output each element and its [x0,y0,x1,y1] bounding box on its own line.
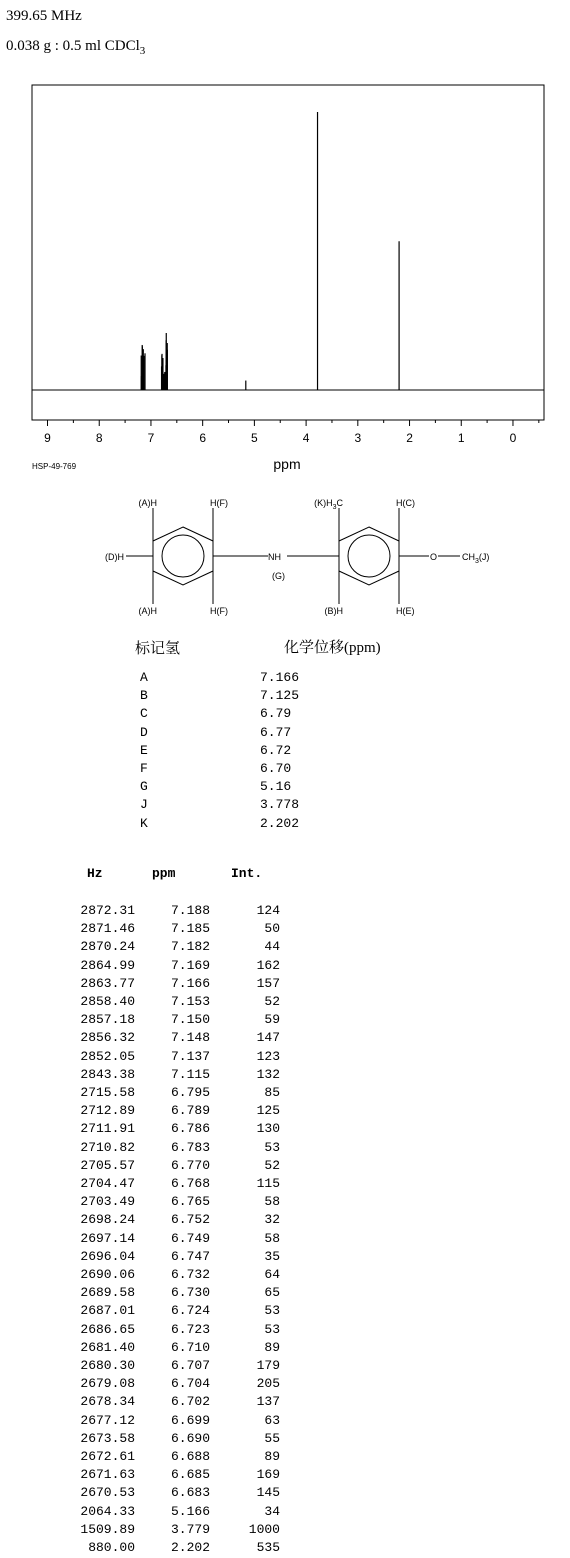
peak-row [60,1431,290,1449]
peak-hz: 2698.24 [80,1212,135,1228]
peak-ppm: 5.166 [170,1503,210,1519]
peak-ppm: 6.789 [170,1103,210,1119]
peak-int: 34 [264,1503,280,1519]
peak-int: 123 [256,1048,280,1064]
peak-int: 147 [256,1030,280,1046]
peak-ppm: 7.148 [170,1030,210,1046]
peak-int: 130 [256,1121,280,1137]
peak-row [60,1358,290,1376]
peak-int: 179 [256,1358,280,1373]
peak-int: 52 [264,1157,280,1173]
peak-row [60,1540,290,1558]
peak-int: 65 [264,1285,280,1301]
peak-row [60,1485,290,1503]
assignment-label: E [140,742,148,758]
peak-hz: 2670.53 [80,1485,135,1501]
peak-int: 64 [264,1267,280,1282]
peak-int: 535 [256,1540,280,1555]
peak-ppm: 6.783 [170,1139,210,1155]
x-tick-label: 8 [95,431,103,445]
peak-ppm: 6.732 [170,1267,210,1282]
assignment-label: A [140,670,148,685]
x-tick-label: 4 [302,431,310,445]
peak-hz: 2863.77 [80,975,135,991]
x-tick-label: 9 [44,431,51,445]
peak-row [60,1413,290,1431]
peak-hz: 2843.38 [80,1066,135,1082]
peak-hz: 2064.33 [80,1503,135,1519]
peak-row [60,994,290,1012]
peak-ppm: 6.683 [170,1485,210,1501]
peak-int: 132 [256,1066,280,1082]
peak-hz: 2856.32 [80,1030,135,1046]
peak-int: 59 [264,1012,280,1028]
peak-hz: 2870.24 [80,939,135,955]
peak-ppm: 6.699 [170,1412,210,1428]
peak-ppm: 6.702 [170,1394,210,1410]
assignment-row [140,761,400,779]
peak-hz: 2715.58 [80,1085,135,1100]
peak-row [60,1194,290,1212]
peak-ppm: 7.169 [170,957,210,973]
peak-int: 50 [264,921,280,937]
assignment-shift: 7.125 [260,688,300,704]
label-c: H(C) [396,498,415,508]
peak-row [60,958,290,976]
peak-row [60,1012,290,1030]
peak-row [60,1322,290,1340]
peak-row [60,1030,290,1048]
peak-hz: 2673.58 [80,1430,135,1446]
assignment-shift: 6.77 [260,724,292,740]
peak-ppm: 2.202 [170,1540,210,1555]
peak-ppm: 7.115 [170,1066,210,1082]
assignment-header-label: 标记氢 [135,641,181,657]
peak-lines [141,112,399,390]
peak-hz: 2852.05 [80,1048,135,1064]
label-k-text: (K)H [314,498,333,508]
label-ch3 [462,552,489,565]
nmr-spectrum [0,80,570,480]
peak-ppm: 6.747 [170,1248,210,1264]
label-nh: NH [268,552,281,562]
peak-ppm: 6.707 [170,1358,210,1373]
peak-ppm: 7.137 [170,1048,210,1064]
label-b: (B)H [324,606,343,616]
peak-header-ppm: ppm [152,866,176,881]
peak-row [60,1376,290,1394]
label-f-top: H(F) [210,498,228,508]
peak-hz: 2872.31 [80,903,135,918]
peak-row [60,1449,290,1467]
label-ch3-text: CH [462,552,475,562]
peak-int: 169 [256,1467,280,1483]
sample-label [6,38,145,57]
assignment-row [140,816,400,834]
peak-ppm: 6.786 [170,1121,210,1137]
assignment-label: J [140,797,148,813]
peak-header-int: Int. [231,866,263,881]
peak-ppm: 6.724 [170,1303,210,1319]
peak-int: 124 [256,903,280,918]
peak-hz: 2679.08 [80,1376,135,1392]
assignment-label: C [140,706,148,722]
label-o: O [430,552,438,562]
peak-ppm: 6.768 [170,1176,210,1191]
peak-ppm: 7.150 [170,1012,210,1028]
peak-row [60,1103,290,1121]
assignment-label: F [140,761,148,776]
peak-int: 85 [264,1085,280,1100]
peak-hz: 2858.40 [80,994,135,1009]
peak-int: 205 [256,1376,280,1392]
peak-hz: 2871.46 [80,921,135,937]
peak-row [60,1085,290,1103]
x-tick-label: 3 [354,431,362,445]
peak-ppm: 7.153 [170,994,210,1009]
peak-int: 53 [264,1303,280,1319]
label-k-sub: 3 [332,504,337,511]
peak-row [60,1394,290,1412]
peak-ppm: 7.188 [170,903,210,918]
x-tick-label: 5 [251,431,258,445]
peak-ppm: 6.690 [170,1430,210,1446]
label-ch3-sub: 3 [475,558,479,565]
peak-ppm: 6.710 [170,1339,210,1355]
x-tick-label: 2 [406,431,413,445]
peak-hz: 2678.34 [80,1394,135,1410]
peak-hz: 2704.47 [80,1176,135,1191]
ring-right-aromatic [348,535,390,577]
peak-ppm: 6.765 [170,1194,210,1210]
peak-int: 115 [256,1176,280,1191]
peak-header-hz: Hz [87,866,103,881]
assignment-shift: 6.79 [260,706,292,722]
peak-hz: 2686.65 [80,1321,135,1337]
assignment-row [140,779,400,797]
peak-int: 55 [264,1430,280,1446]
label-a-top: (A)H [138,498,157,508]
peak-row [60,903,290,921]
peak-ppm: 6.685 [170,1467,210,1483]
peak-int: 89 [264,1339,280,1355]
peak-hz: 2703.49 [80,1194,135,1210]
assignment-row [140,670,400,688]
peak-int: 89 [264,1449,280,1464]
assignment-row [140,706,400,724]
peak-int: 35 [264,1248,280,1264]
peak-row [60,1049,290,1067]
label-e: H(E) [396,606,415,616]
peak-hz: 2687.01 [80,1303,135,1319]
peak-ppm: 7.166 [170,975,210,991]
peak-row [60,1267,290,1285]
label-j: (J) [478,552,490,562]
peak-ppm: 6.752 [170,1212,210,1228]
peak-row [60,1504,290,1522]
x-tick-label: 6 [199,431,207,445]
x-tick-label: 7 [147,431,155,445]
peak-int: 145 [256,1485,280,1501]
peak-row [60,1158,290,1176]
x-axis-ticks [44,420,539,445]
peak-int: 157 [256,975,280,991]
peak-ppm: 6.770 [170,1157,210,1173]
peak-row [60,921,290,939]
peak-hz: 2677.12 [80,1412,135,1428]
peak-hz: 2680.30 [80,1358,135,1373]
assignment-label: B [140,688,148,704]
peak-hz: 2857.18 [80,1012,135,1028]
peak-int: 44 [264,939,280,955]
peak-int: 125 [256,1103,280,1119]
peak-hz: 2681.40 [80,1339,135,1355]
peak-row [60,1340,290,1358]
peak-row [60,1176,290,1194]
ring-left-aromatic [162,535,204,577]
peak-hz: 2696.04 [80,1248,135,1264]
peak-ppm: 6.795 [170,1085,210,1100]
assignment-row [140,688,400,706]
peak-row [60,1285,290,1303]
peak-row [60,1067,290,1085]
peak-ppm: 7.185 [170,921,210,937]
molecule-structure [0,488,570,628]
frequency-label: 399.65 MHz [6,8,82,24]
assignment-shift: 2.202 [260,815,300,831]
peak-hz: 880.00 [88,1540,135,1555]
assignment-shift: 3.778 [260,797,300,813]
peak-row [60,939,290,957]
peak-hz: 2710.82 [80,1139,135,1155]
peak-int: 162 [256,957,280,973]
peak-int: 58 [264,1230,280,1246]
x-axis-label: ppm [273,456,301,472]
peak-ppm: 6.704 [170,1376,210,1392]
peak-int: 32 [264,1212,280,1228]
assignment-shift: 6.72 [260,742,292,758]
peak-ppm: 3.779 [170,1521,210,1537]
label-d: (D)H [105,552,124,562]
assignment-row [140,797,400,815]
peak-hz: 2689.58 [80,1285,135,1301]
peak-hz: 2712.89 [80,1103,135,1119]
peak-ppm: 6.749 [170,1230,210,1246]
assignment-label: D [140,724,148,740]
spectrum-code: HSP-49-769 [32,462,77,471]
label-k-post: C [336,498,343,508]
peak-row [60,1231,290,1249]
peak-int: 58 [264,1194,280,1210]
peak-hz: 2705.57 [80,1157,135,1173]
label-g: (G) [272,571,285,581]
label-f-bottom: H(F) [210,606,228,616]
assignment-row [140,725,400,743]
label-a-bottom: (A)H [138,606,157,616]
sample-subscript: 3 [139,45,146,57]
peak-ppm: 6.688 [170,1449,210,1464]
spectrum-frame [32,85,544,420]
peak-hz: 2690.06 [80,1267,135,1282]
peak-row [60,1467,290,1485]
x-tick-label: 0 [509,431,517,445]
assignment-label: G [140,779,148,795]
peak-row [60,1522,290,1540]
assignment-row [140,743,400,761]
peak-row [60,976,290,994]
peak-row [60,1249,290,1267]
peak-row [60,1140,290,1158]
peak-int: 137 [256,1394,280,1410]
peak-hz: 1509.89 [80,1521,135,1537]
sample-text: 0.038 g : 0.5 ml CDCl [6,38,140,54]
peak-row [60,1121,290,1139]
peak-hz: 2864.99 [80,957,135,973]
peak-hz: 2697.14 [80,1230,135,1246]
peak-ppm: 6.730 [170,1285,210,1301]
peak-int: 63 [264,1412,280,1428]
peak-ppm: 6.723 [170,1321,210,1337]
assignment-header-shift: 化学位移(ppm) [284,640,381,656]
peak-row [60,1303,290,1321]
peak-hz: 2711.91 [80,1121,135,1137]
assignment-shift: 6.70 [260,761,292,776]
peak-hz: 2672.61 [80,1449,135,1464]
peak-ppm: 7.182 [170,939,210,955]
peak-int: 1000 [248,1521,280,1537]
peak-row [60,1212,290,1230]
peak-int: 52 [264,994,280,1009]
peak-hz: 2671.63 [80,1467,135,1483]
peak-int: 53 [264,1321,280,1337]
assignment-label: K [140,815,148,831]
assignment-shift: 5.16 [260,779,292,795]
assignment-shift: 7.166 [260,670,300,685]
x-tick-label: 1 [457,431,465,445]
peak-int: 53 [264,1139,280,1155]
